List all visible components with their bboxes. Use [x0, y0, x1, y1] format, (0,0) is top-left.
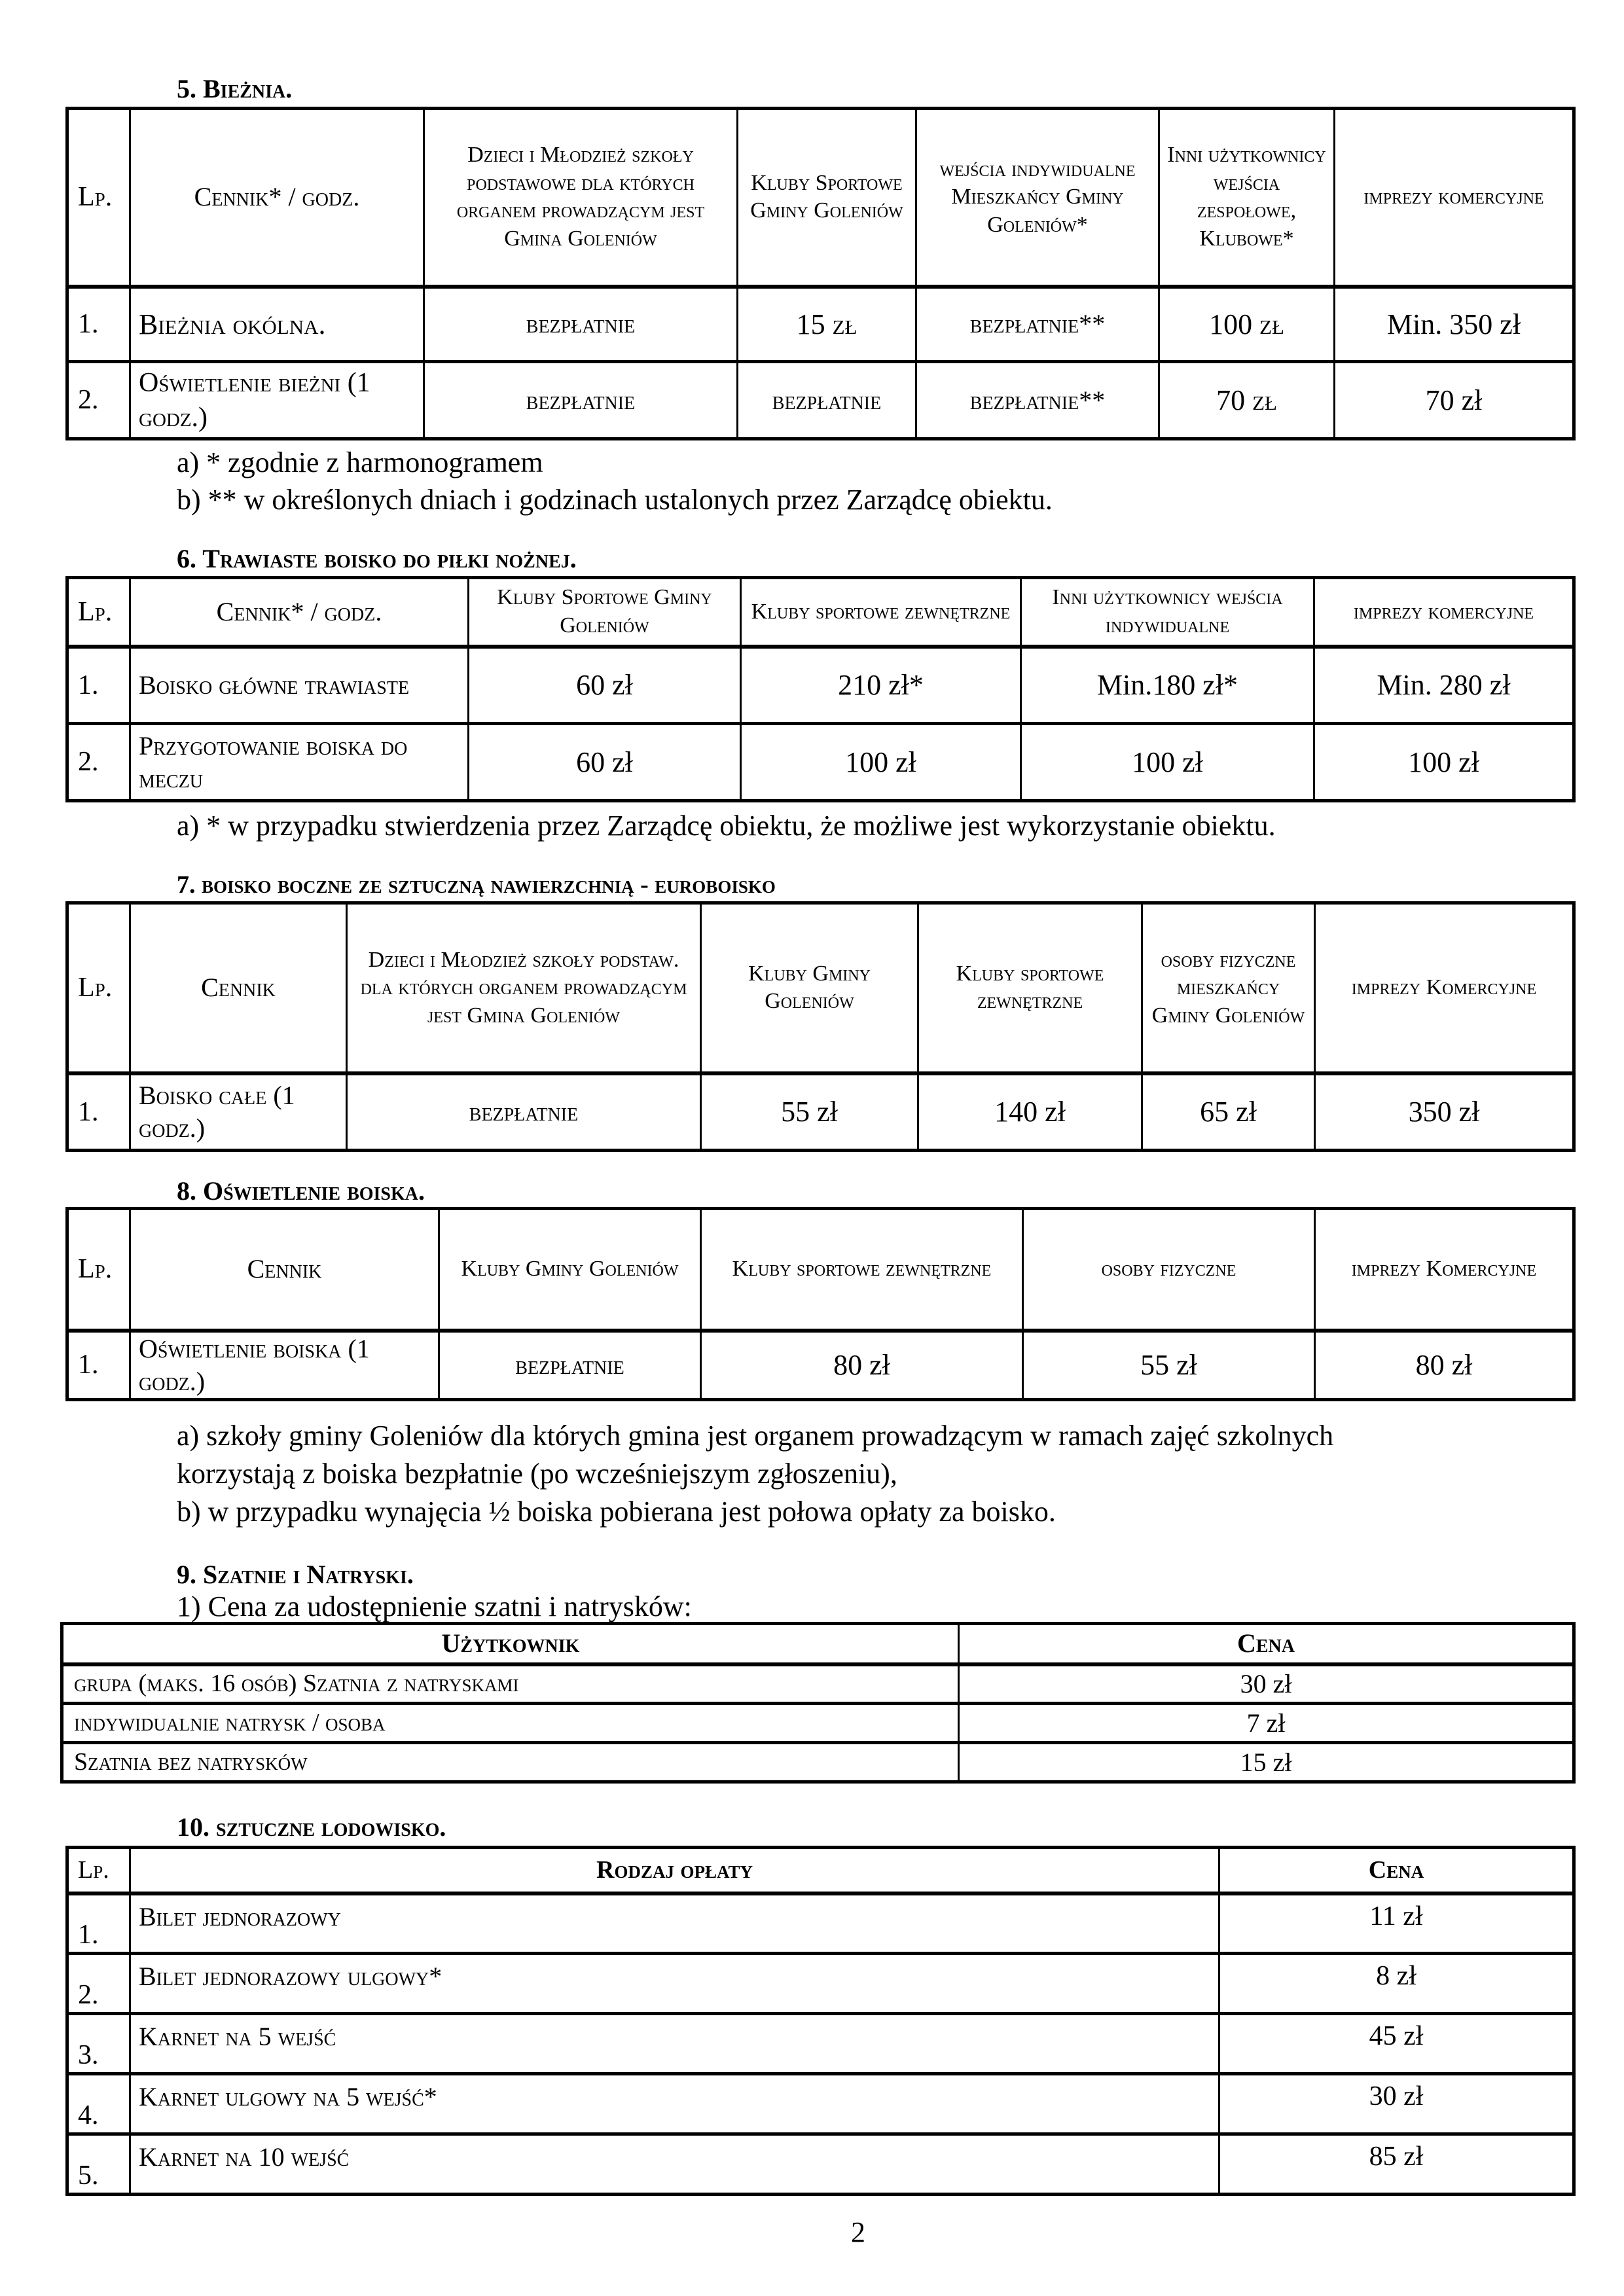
header-cennik: Cennik* / godz.	[130, 109, 424, 287]
cell-name: Boisko całe (1 godz.)	[130, 1073, 347, 1151]
cell-value: 15 zł	[738, 287, 916, 362]
table-row	[62, 1664, 1574, 1704]
cell-name: Przygotowanie boiska do meczu	[130, 724, 469, 801]
section-6-title: 6. Trawiaste boisko do piłki nożnej.	[177, 544, 577, 573]
cell-name: Karnet ulgowy na 5 wejść*	[130, 2074, 1219, 2134]
cell-user: grupa (maks. 16 osób) Szatnia z natryskami	[62, 1664, 959, 1704]
header-imprezy: imprezy komercyjne	[1335, 109, 1574, 287]
header-cennik: Cennik	[130, 1209, 439, 1331]
note: korzystają z boiska bezpłatnie (po wcześniejszym zgłoszeniu),	[177, 1458, 897, 1490]
table-header-row	[67, 1848, 1574, 1893]
section-10-title: 10. sztuczne lodowisko.	[177, 1812, 446, 1842]
cell-value: 100 zł	[1314, 724, 1574, 801]
note: a) szkoły gminy Goleniów dla których gmina jest organem prowadzącym w ramach zajęć szkolnych	[177, 1420, 1334, 1452]
cell-user: indywidualnie natrysk / osoba	[62, 1704, 959, 1743]
table-row	[67, 1954, 1574, 2014]
cell-value: 70 zł	[1335, 362, 1574, 439]
header-kluby-gminy: Kluby Sportowe Gminy Goleniów	[469, 578, 741, 647]
cell-value: 210 zł*	[741, 647, 1021, 724]
cell-value: bezpłatnie**	[916, 362, 1159, 439]
section-9-subtitle: 1) Cena za udostępnienie szatni i natrysków:	[177, 1590, 692, 1623]
table-row	[67, 1073, 1574, 1151]
cell-value: 350 zł	[1315, 1073, 1574, 1151]
section-7-title: 7. boisko boczne ze sztuczną nawierzchnią - euroboisko	[177, 871, 776, 899]
table-row	[67, 362, 1574, 439]
cell-lp: 3.	[67, 2014, 130, 2074]
table-row	[67, 1893, 1574, 1954]
header-imprezy: imprezy Komercyjne	[1315, 1209, 1574, 1331]
table-row	[67, 647, 1574, 724]
header-rodzaj-oplaty: Rodzaj opłaty	[130, 1848, 1219, 1893]
header-uzytkownik: Użytkownik	[62, 1624, 959, 1664]
header-wejscia-indywidualne: wejścia indywidualne Mieszkańcy Gminy Goleniów*	[916, 109, 1159, 287]
cell-value: bezpłatnie	[439, 1331, 701, 1400]
cell-value: bezpłatnie**	[916, 287, 1159, 362]
cell-lp: 1.	[67, 1331, 130, 1400]
cell-lp: 5.	[67, 2134, 130, 2195]
cell-price: 15 zł	[959, 1743, 1574, 1782]
table-bieznia	[65, 107, 1576, 440]
table-row	[67, 2074, 1574, 2134]
cell-value: 65 zł	[1142, 1073, 1315, 1151]
header-osoby-fizyczne: osoby fizyczne	[1023, 1209, 1315, 1331]
cell-value: 100 zł	[741, 724, 1021, 801]
header-kluby-zewnetrzne: Kluby sportowe zewnętrzne	[701, 1209, 1023, 1331]
cell-lp: 2.	[67, 724, 130, 801]
header-imprezy: imprezy komercyjne	[1314, 578, 1574, 647]
cell-name: Oświetlenie boiska (1 godz.)	[130, 1331, 439, 1400]
header-kluby-zewnetrzne: Kluby sportowe zewnętrzne	[918, 903, 1142, 1073]
header-cena: Cena	[959, 1624, 1574, 1664]
cell-user: Szatnia bez natrysków	[62, 1743, 959, 1782]
cell-name: Karnet na 5 wejść	[130, 2014, 1219, 2074]
header-dzieci: Dzieci i Młodzież szkoły podstawowe dla których organem prowadzącym jest Gmina Goleniów	[424, 109, 738, 287]
header-cena: Cena	[1219, 1848, 1574, 1893]
cell-value: 60 zł	[469, 647, 741, 724]
table-row	[62, 1704, 1574, 1743]
cell-value: Min.180 zł*	[1021, 647, 1314, 724]
table-lodowisko	[65, 1846, 1576, 2196]
cell-value: bezpłatnie	[738, 362, 916, 439]
cell-lp: 2.	[67, 1954, 130, 2014]
header-kluby-gminy: Kluby Gminy Goleniów	[439, 1209, 701, 1331]
table-header-row	[67, 903, 1574, 1073]
table-header-row	[67, 1209, 1574, 1331]
header-imprezy: imprezy Komercyjne	[1315, 903, 1574, 1073]
header-lp: Lp.	[67, 903, 130, 1073]
page-number: 2	[851, 2216, 865, 2248]
cell-lp: 1.	[67, 647, 130, 724]
note: a) * w przypadku stwierdzenia przez Zarządcę obiektu, że możliwe jest wykorzystanie obiektu.	[177, 810, 1276, 842]
cell-name: Boisko główne trawiaste	[130, 647, 469, 724]
cell-value: 100 zł	[1021, 724, 1314, 801]
cell-price: 30 zł	[959, 1664, 1574, 1704]
cell-price: 45 zł	[1219, 2014, 1574, 2074]
table-row	[67, 2134, 1574, 2195]
table-header-row	[67, 109, 1574, 287]
cell-value: 100 zł	[1159, 287, 1335, 362]
header-lp: Lp.	[67, 578, 130, 647]
header-kluby: Kluby Sportowe Gminy Goleniów	[738, 109, 916, 287]
note: a) * zgodnie z harmonogramem	[177, 446, 543, 478]
cell-value: 140 zł	[918, 1073, 1142, 1151]
table-row	[67, 1331, 1574, 1400]
cell-name: Oświetlenie bieżni (1 godz.)	[130, 362, 424, 439]
header-kluby-gminy: Kluby Gminy Goleniów	[701, 903, 918, 1073]
cell-lp: 4.	[67, 2074, 130, 2134]
header-lp: Lp.	[67, 1209, 130, 1331]
note: b) w przypadku wynajęcia ½ boiska pobierana jest połowa opłaty za boisko.	[177, 1496, 1056, 1528]
table-szatnie	[60, 1622, 1576, 1784]
table-row	[67, 287, 1574, 362]
cell-value: Min. 280 zł	[1314, 647, 1574, 724]
section-9-title: 9. Szatnie i Natryski.	[177, 1560, 414, 1589]
cell-lp: 2.	[67, 362, 130, 439]
cell-lp: 1.	[67, 1073, 130, 1151]
header-lp: Lp.	[67, 1848, 130, 1893]
header-kluby-zewnetrzne: Kluby sportowe zewnętrzne	[741, 578, 1021, 647]
header-cennik: Cennik	[130, 903, 347, 1073]
cell-name: Bilet jednorazowy	[130, 1893, 1219, 1954]
cell-value: 55 zł	[1023, 1331, 1315, 1400]
cell-value: 60 zł	[469, 724, 741, 801]
header-cennik: Cennik* / godz.	[130, 578, 469, 647]
table-row	[67, 2014, 1574, 2074]
table-row	[67, 724, 1574, 801]
cell-value: 70 zł	[1159, 362, 1335, 439]
cell-price: 11 zł	[1219, 1893, 1574, 1954]
table-header-row	[62, 1624, 1574, 1664]
table-oswietlenie-boiska	[65, 1207, 1576, 1401]
cell-value: bezpłatnie	[424, 362, 738, 439]
header-inni-uzytkownicy: Inni użytkownicy wejścia indywidualne	[1021, 578, 1314, 647]
table-euroboisko	[65, 901, 1576, 1152]
cell-value: bezpłatnie	[424, 287, 738, 362]
header-osoby-fizyczne: osoby fizyczne mieszkańcy Gminy Goleniów	[1142, 903, 1315, 1073]
note: b) ** w określonych dniach i godzinach ustalonych przez Zarządcę obiektu.	[177, 484, 1053, 516]
cell-name: Bieżnia okólna.	[130, 287, 424, 362]
cell-value: 80 zł	[701, 1331, 1023, 1400]
cell-name: Bilet jednorazowy ulgowy*	[130, 1954, 1219, 2014]
cell-value: bezpłatnie	[347, 1073, 701, 1151]
cell-lp: 1.	[67, 287, 130, 362]
cell-lp: 1.	[67, 1893, 130, 1954]
cell-value: 80 zł	[1315, 1331, 1574, 1400]
cell-price: 8 zł	[1219, 1954, 1574, 2014]
table-header-row	[67, 578, 1574, 647]
cell-price: 30 zł	[1219, 2074, 1574, 2134]
section-8-title: 8. Oświetlenie boiska.	[177, 1176, 425, 1206]
cell-name: Karnet na 10 wejść	[130, 2134, 1219, 2195]
header-dzieci: Dzieci i Młodzież szkoły podstaw. dla których organem prowadzącym jest Gmina Goleniów	[347, 903, 701, 1073]
cell-value: 55 zł	[701, 1073, 918, 1151]
header-inni-uzytkownicy: Inni użytkownicy wejścia zespołowe, Klubowe*	[1159, 109, 1335, 287]
header-lp: Lp.	[67, 109, 130, 287]
table-row	[62, 1743, 1574, 1782]
cell-price: 85 zł	[1219, 2134, 1574, 2195]
cell-value: Min. 350 zł	[1335, 287, 1574, 362]
table-trawiaste-boisko	[65, 576, 1576, 802]
cell-price: 7 zł	[959, 1704, 1574, 1743]
section-5-title: 5. Bieżnia.	[177, 74, 293, 103]
